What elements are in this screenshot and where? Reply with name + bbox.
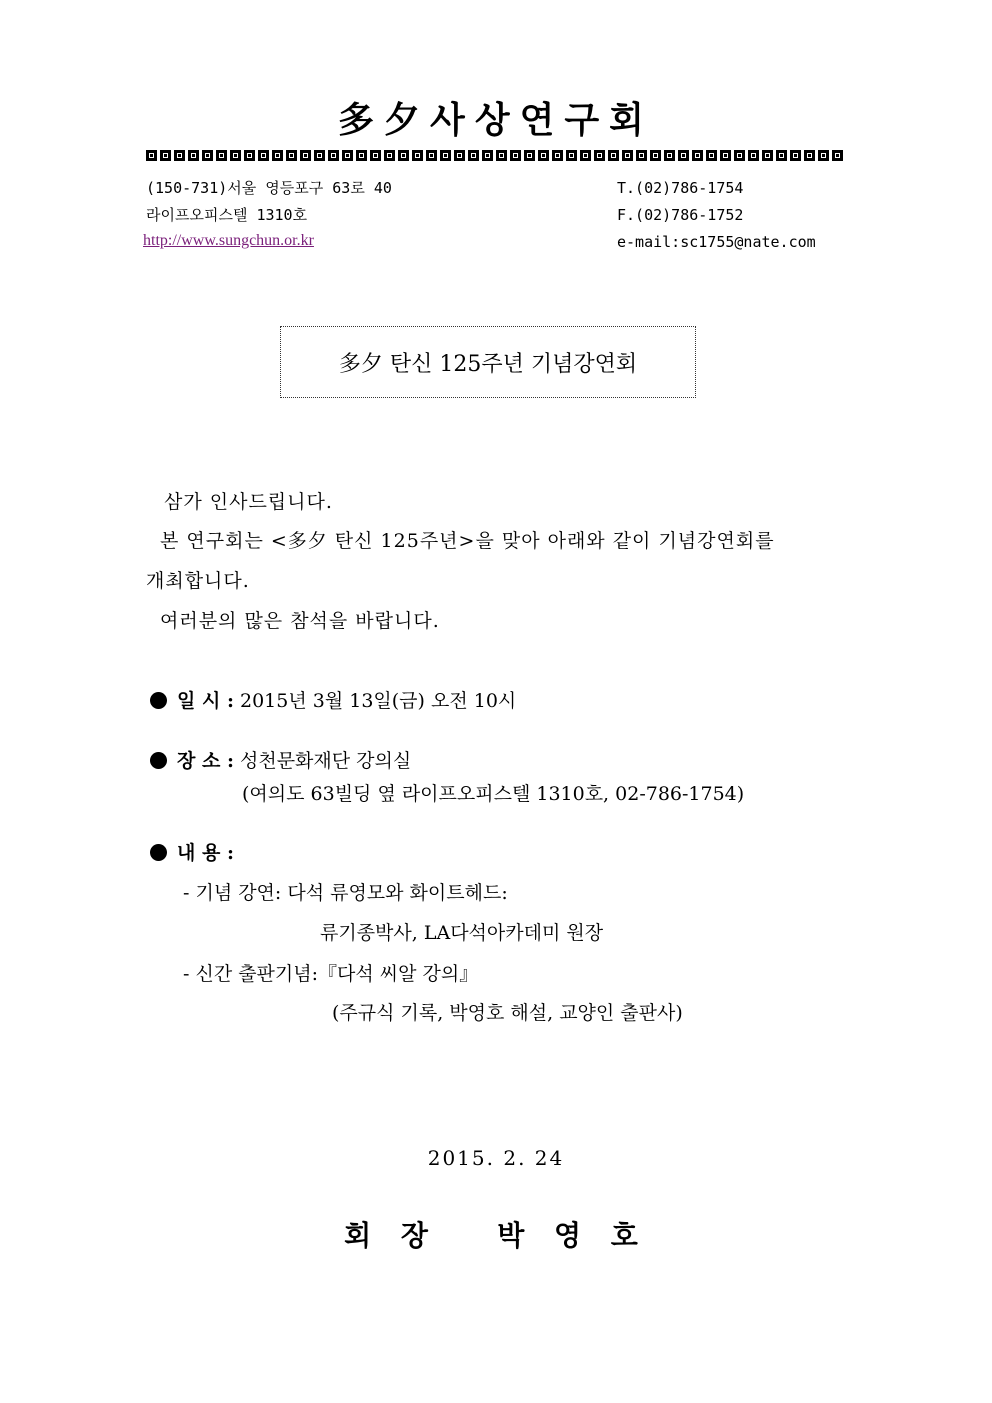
divider-square [468,150,479,161]
divider-square [160,150,171,161]
paragraph-1-line-2: 개최합니다. [146,570,250,592]
divider-square [552,150,563,161]
divider-square [678,150,689,161]
fax-number: F.(02)786-1752 [617,206,744,224]
divider-square [272,150,283,161]
divider-square [762,150,773,161]
divider-square [692,150,703,161]
place-detail: (여의도 63빌딩 옆 라이프오피스텔 1310호, 02-786-1754) [242,783,745,805]
divider-square [734,150,745,161]
bullet-icon [150,752,167,769]
divider-square [804,150,815,161]
divider-square [790,150,801,161]
divider-square [244,150,255,161]
divider-square [622,150,633,161]
paragraph-1-line-1: 본 연구회는 <多夕 탄신 125주년>을 맞아 아래와 같이 기념강연회를 [160,530,775,552]
greeting: 삼가 인사드립니다. [164,491,333,513]
divider-square [174,150,185,161]
divider-square [538,150,549,161]
address-line-1: (150-731)서울 영등포구 63로 40 [146,179,392,197]
divider-square [188,150,199,161]
email-address: e-mail:sc1755@nate.com [617,233,816,251]
website-link[interactable]: http://www.sungchun.or.kr [143,232,314,249]
divider-square [412,150,423,161]
divider-square [328,150,339,161]
divider-square [342,150,353,161]
divider-square [524,150,535,161]
event-title-box [280,326,696,398]
lecture-speaker: 류기종박사, LA다석아카데미 원장 [320,922,604,944]
divider-square [636,150,647,161]
divider-square [230,150,241,161]
divider-square [426,150,437,161]
divider-square [664,150,675,161]
divider-square [706,150,717,161]
divider-square [580,150,591,161]
decorative-square-divider [146,150,843,161]
content-item-lecture: - 기념 강연: 다석 류영모와 화이트헤드: [183,882,508,904]
divider-square [818,150,829,161]
divider-square [300,150,311,161]
organization-title: 多夕사상연구회 [338,99,654,141]
place-label: 장 소 : [177,750,234,772]
divider-square [286,150,297,161]
divider-square [398,150,409,161]
content-label: 내 용 : [177,842,234,864]
content-row [150,840,234,866]
bullet-icon [150,692,167,709]
place-value: 성천문화재단 강의실 [240,750,412,772]
divider-square [594,150,605,161]
datetime-label: 일 시 : [177,690,234,712]
divider-square [454,150,465,161]
datetime-row [150,688,516,714]
datetime-value: 2015년 3월 13일(금) 오전 10시 [240,690,517,712]
divider-square [608,150,619,161]
divider-square [146,150,157,161]
divider-square [720,150,731,161]
divider-square [496,150,507,161]
place-row [150,748,411,774]
divider-square [832,150,843,161]
divider-square [314,150,325,161]
paragraph-2: 여러분의 많은 참석을 바랍니다. [160,610,440,632]
divider-square [650,150,661,161]
divider-square [510,150,521,161]
bullet-icon [150,844,167,861]
content-item-book: - 신간 출판기념:『다석 씨알 강의』 [183,963,479,985]
book-detail: (주규식 기록, 박영호 해설, 교양인 출판사) [332,1002,683,1024]
divider-square [566,150,577,161]
event-title: 多夕 탄신 125주년 기념강연회 [338,351,638,377]
divider-square [440,150,451,161]
divider-square [776,150,787,161]
divider-square [370,150,381,161]
signature: 회 장 박 영 호 [344,1219,648,1252]
divider-square [356,150,367,161]
divider-square [202,150,213,161]
address-line-2: 라이프오피스텔 1310호 [146,206,308,224]
divider-square [384,150,395,161]
phone-number: T.(02)786-1754 [617,179,744,197]
divider-square [258,150,269,161]
divider-square [748,150,759,161]
document-date: 2015. 2. 24 [427,1146,565,1170]
divider-square [216,150,227,161]
divider-square [482,150,493,161]
